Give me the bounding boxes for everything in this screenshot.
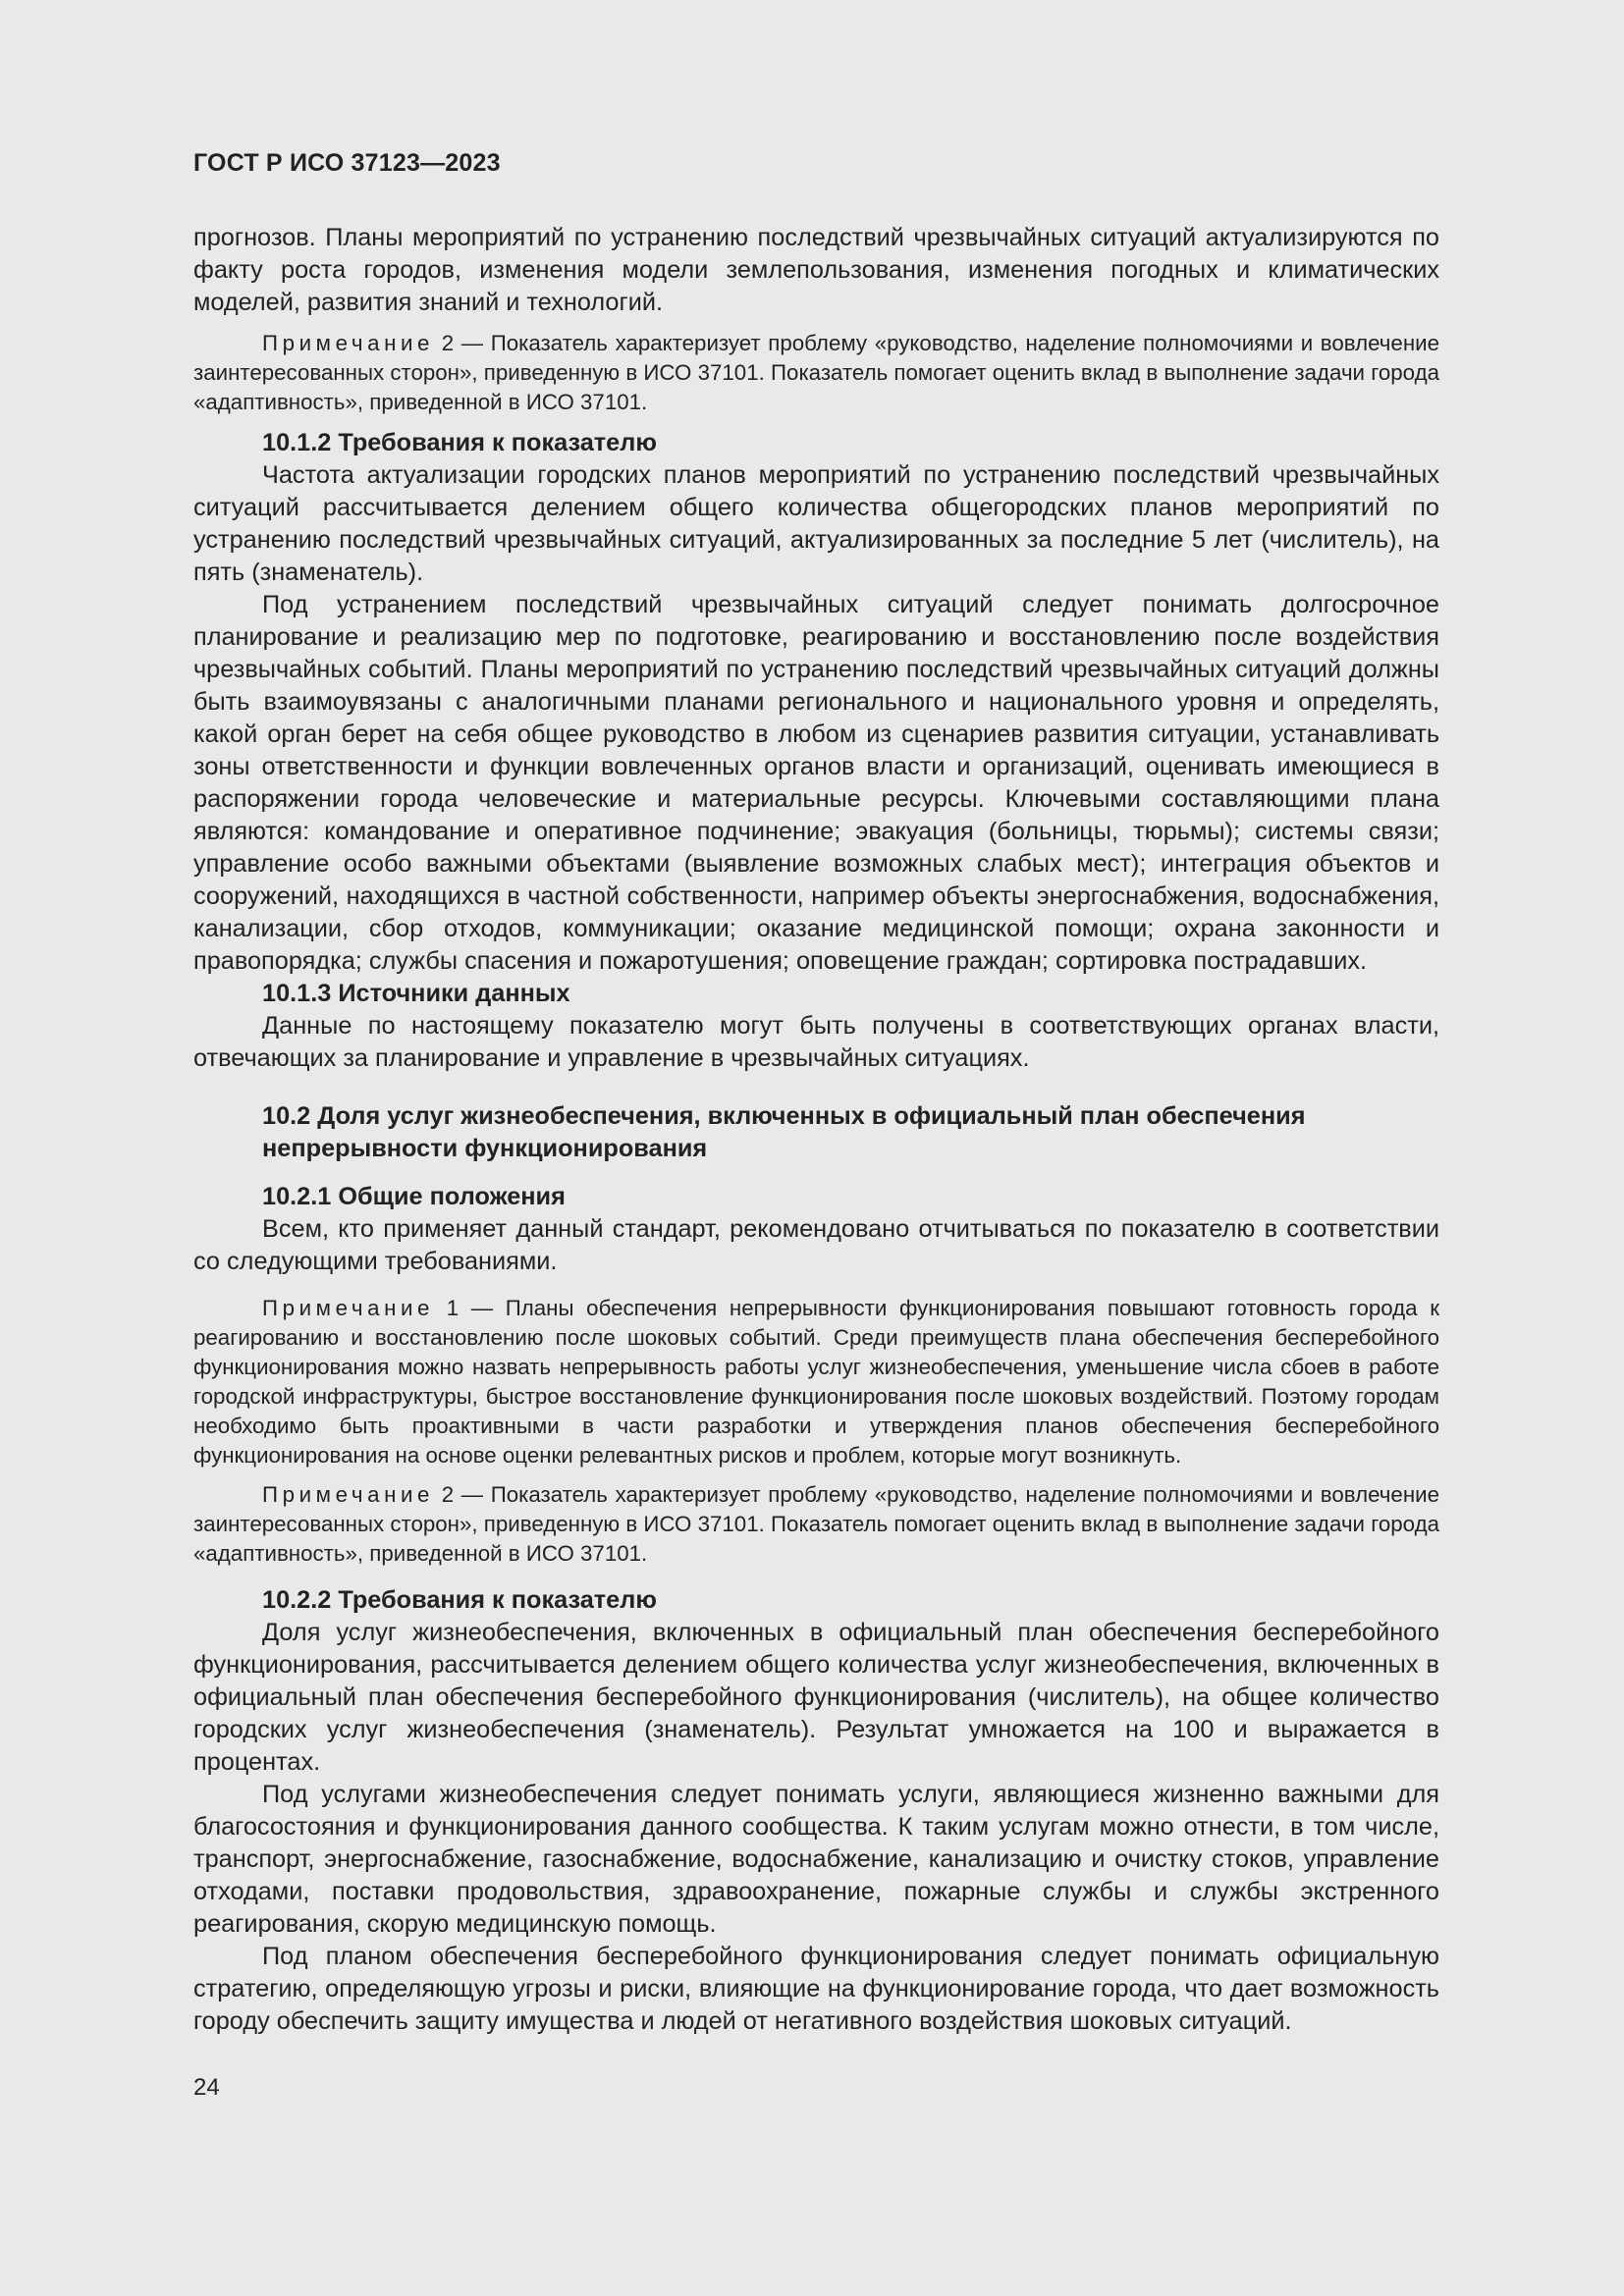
note-label: Примечание <box>262 1296 435 1320</box>
note-text: 1 — Планы обеспечения непрерывности функционирования повышают готовность города к реагированию и восстановлению после шоковых событий. Среди преимуществ плана обеспечения бесперебойного функционирования можно назвать непрерывность работы услуг жизнеобеспечения, уменьшение числа сбоев в работе городской инфраструктуры, быстрое восстановление функционирования после шоковых воздействий. Поэтому городам необходимо быть проактивными в части разработки и утверждения планов обеспечения бесперебойного функционирования на основе оценки релевантных рисков и проблем, которые могут возникнуть. <box>193 1296 1439 1468</box>
standard-header: ГОСТ Р ИСО 37123—2023 <box>193 149 501 177</box>
note-text: 2 — Показатель характеризует проблему «руководство, наделение полномочиями и вовлечение заинтересованных сторон», приведенную в ИСО 37101. Показатель помогает оценить вклад в выполнение задачи города «адаптивность», приведенной в ИСО 37101. <box>193 1482 1439 1566</box>
paragraph: Под устранением последствий чрезвычайных ситуаций следует понимать долгосрочное планирование и реализацию мер по подготовке, реагированию и восстановлению после воздействия чрезвычайных событий. Планы мероприятий по устранению последствий чрезвычайных ситуаций должны быть взаимоувязаны с аналогичными планами регионального и национального уровня и определять, какой орган берет на себя общее руководство в любом из сценариев развития ситуации, устанавливать зоны ответственности и функции вовлеченных органов власти и организаций, оценивать имеющиеся в распоряжении города человеческие и материальные ресурсы. Ключевыми составляющими плана являются: командование и оперативное подчинение; эвакуация (больницы, тюрьмы); системы связи; управление особо важными объектами (выявление возможных слабых мест); интеграция объектов и сооружений, находящихся в частной собственности, например объекты энергоснабжения, водоснабжения, канализации, сбор отходов, коммуникации; оказание медицинской помощи; охрана законности и правопорядка; службы спасения и пожаротушения; оповещение граждан; сортировка пострадавших. <box>193 591 1439 975</box>
note-2-first <box>193 329 1439 417</box>
section-heading-10-2: 10.2 Доля услуг жизнеобеспечения, включенных в официальный план обеспечения непрерывности функционирования <box>262 1102 1306 1162</box>
note-1 <box>193 1294 1439 1470</box>
paragraph: Данные по настоящему показателю могут быть получены в соответствующих органах власти, отвечающих за планирование и управление в чрезвычайных ситуациях. <box>193 1012 1439 1072</box>
page-number: 24 <box>193 2074 220 2101</box>
note-2 <box>193 1480 1439 1569</box>
section-heading-10-1-2: 10.1.2 Требования к показателю <box>262 429 657 456</box>
paragraph: Под услугами жизнеобеспечения следует понимать услуги, являющиеся жизненно важными для благосостояния и функционирования данного сообщества. К таким услугам можно отнести, в том числе, транспорт, энергоснабжение, газоснабжение, водоснабжение, канализацию и очистку стоков, управление отходами, поставки продовольствия, здравоохранение, пожарные службы и службы экстренного реагирования, скорую медицинскую помощь. <box>193 1781 1439 1938</box>
paragraph-continuation: прогнозов. Планы мероприятий по устранению последствий чрезвычайных ситуаций актуализируются по факту роста городов, изменения модели землепользования, изменения погодных и климатических моделей, развития знаний и технологий. <box>193 224 1439 316</box>
note-text: 2 — Показатель характеризует проблему «руководство, наделение полномочиями и вовлечение заинтересованных сторон», приведенную в ИСО 37101. Показатель помогает оценить вклад в выполнение задачи города «адаптивность», приведенной в ИСО 37101. <box>193 331 1439 414</box>
section-heading-10-2-2: 10.2.2 Требования к показателю <box>262 1586 657 1614</box>
note-label: Примечание <box>262 331 435 355</box>
section-heading-10-2-1: 10.2.1 Общие положения <box>262 1183 566 1210</box>
section-heading-10-1-3: 10.1.3 Источники данных <box>262 980 570 1007</box>
paragraph: Всем, кто применяет данный стандарт, рекомендовано отчитываться по показателю в соответствии со следующими требованиями. <box>193 1215 1439 1275</box>
paragraph: Под планом обеспечения бесперебойного функционирования следует понимать официальную стратегию, определяющую угрозы и риски, влияющие на функционирование города, что дает возможность городу обеспечить защиту имущества и людей от негативного воздействия шоковых ситуаций. <box>193 1943 1439 2035</box>
note-label: Примечание <box>262 1482 435 1507</box>
page-content <box>193 222 1439 2038</box>
paragraph: Частота актуализации городских планов мероприятий по устранению последствий чрезвычайных ситуаций рассчитывается делением общего количества общегородских планов мероприятий по устранению последствий чрезвычайных ситуаций, актуализированных за последние 5 лет (числитель), на пять (знаменатель). <box>193 461 1439 586</box>
paragraph: Доля услуг жизнеобеспечения, включенных в официальный план обеспечения бесперебойного функционирования, рассчитывается делением общего количества услуг жизнеобеспечения, включенных в официальный план обеспечения бесперебойного функционирования (числитель), на общее количество городских услуг жизнеобеспечения (знаменатель). Результат умножается на 100 и выражается в процентах. <box>193 1619 1439 1776</box>
